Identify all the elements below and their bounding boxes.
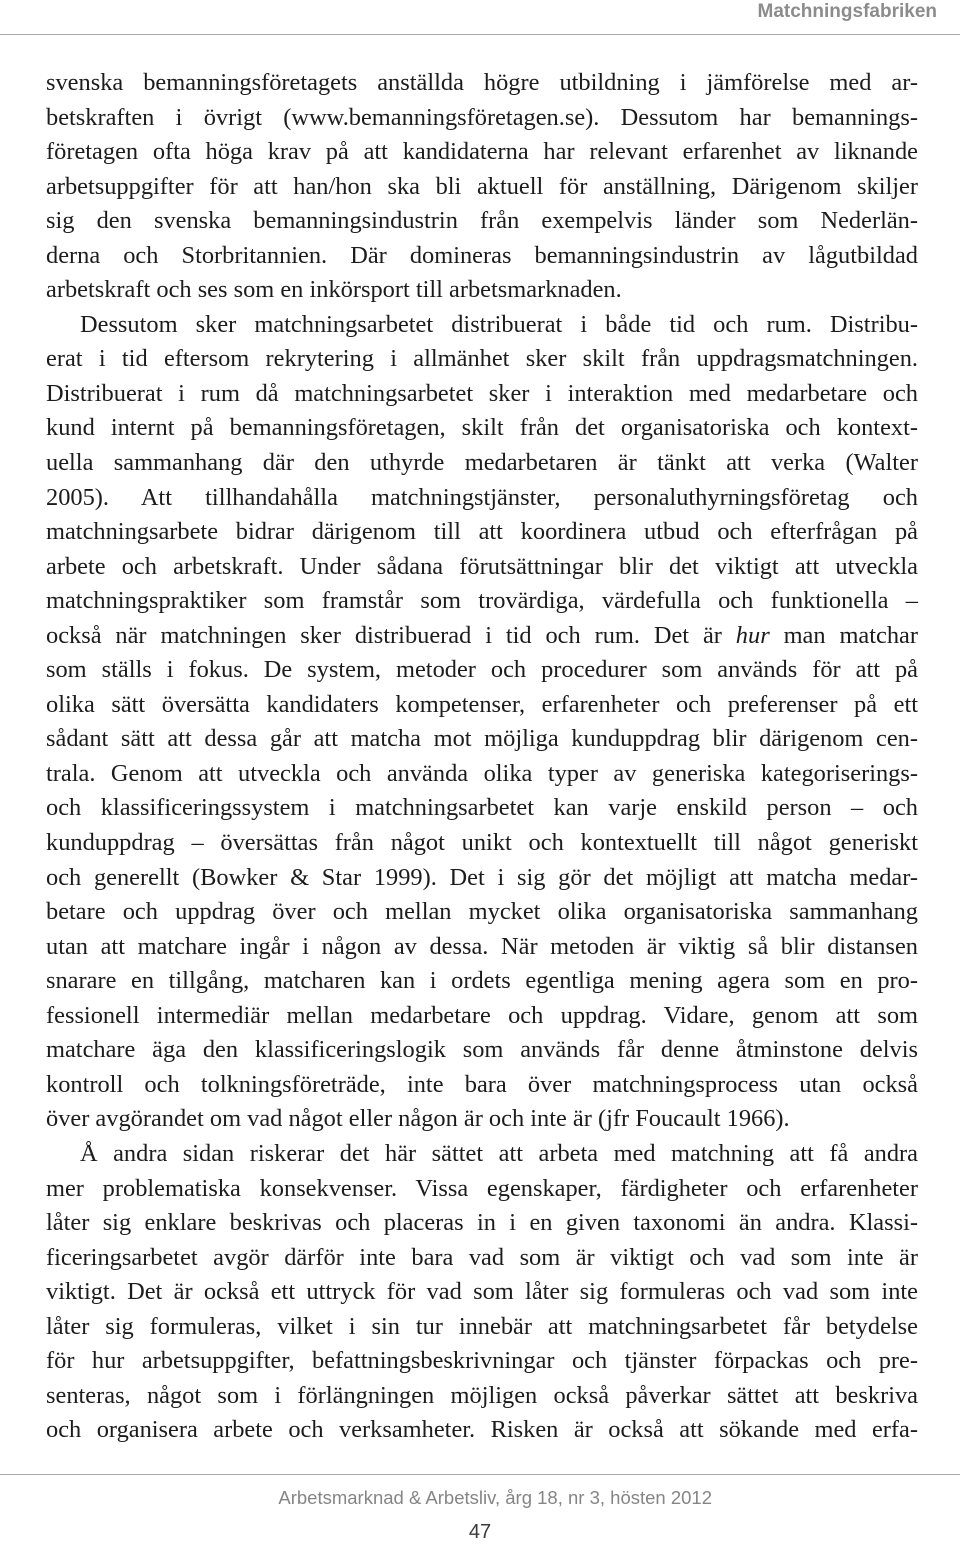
text-line: uella sammanhang där den uthyrde medarbetaren är tänkt att verka (Walter xyxy=(46,449,918,477)
text-line: och generellt (Bowker & Star 1999). Det i sig gör det möjligt att matcha medar- xyxy=(46,863,918,891)
text-line: snarare en tillgång, matcharen kan i ordets egentliga mening agera som en pro- xyxy=(46,967,918,995)
text-line: arbetsuppgifter för att han/hon ska bli aktuell för anställning, Därigenom skiljer xyxy=(46,172,918,200)
text-line: olika sätt översätta kandidaters kompetenser, erfarenheter och preferenser på ett xyxy=(46,690,918,718)
text-line: låter sig enklare beskrivas och placeras in i en given taxonomi än andra. Klassi- xyxy=(46,1209,918,1237)
text-line: trala. Genom att utveckla och använda olika typer av generiska kategoriserings- xyxy=(46,759,918,787)
text-line: låter sig formuleras, vilket i sin tur innebär att matchningsarbetet får betydelse xyxy=(46,1312,918,1340)
text-line: matchningspraktiker som framstår som trovärdiga, värdefulla och funktionella – xyxy=(46,587,918,615)
text-line: matchningsarbete bidrar därigenom till att koordinera utbud och efterfrågan på xyxy=(46,518,918,546)
text-line: företagen ofta höga krav på att kandidaterna har relevant erfarenhet av liknande xyxy=(46,138,918,166)
text-line: kunduppdrag – översättas från något unikt och kontextuellt till något generiskt xyxy=(46,829,918,857)
text-line: kontroll och tolkningsföreträde, inte bara över matchningsprocess utan också xyxy=(46,1070,918,1098)
body-text xyxy=(46,66,918,1448)
text-line: fessionell intermediär mellan medarbetare och uppdrag. Vidare, genom att som xyxy=(46,1001,918,1029)
text-segment: man matchar xyxy=(783,621,918,649)
text-line: Distribuerat i rum då matchningsarbetet sker i interaktion med medarbetare och xyxy=(46,379,918,407)
text-line: matchare äga den klassificeringslogik som används får denne åtminstone delvis xyxy=(46,1036,918,1064)
journal-citation: Arbetsmarknad & Arbetsliv, årg 18, nr 3, hösten 2012 xyxy=(278,1487,712,1508)
text-line: betare och uppdrag över och mellan mycket olika organisatoriska sammanhang xyxy=(46,898,918,926)
running-head-title: Matchningsfabriken xyxy=(757,1,937,22)
text-line: som ställs i fokus. De system, metoder och procedurer som används för att på xyxy=(46,656,918,684)
text-line: svenska bemanningsföretagets anställda högre utbildning i jämförelse med ar- xyxy=(46,69,918,96)
text-segment: också när matchningen sker distribuerad i tid och rum. Det är xyxy=(46,621,722,649)
footer-divider xyxy=(0,1474,960,1475)
text-line: och organisera arbete och verksamheter. Risken är också att sökande med erfa- xyxy=(46,1416,918,1444)
text-line: betskraften i övrigt (www.bemanningsföretagen.se). Dessutom har bemannings- xyxy=(46,103,918,131)
text-line: ficeringsarbetet avgör därför inte bara vad som är viktigt och vad som inte är xyxy=(46,1243,918,1271)
text-line: och klassificeringssystem i matchningsarbetet kan varje enskild person – och xyxy=(46,794,918,822)
text-line: för hur arbetsuppgifter, befattningsbeskrivningar och tjänster förpackas och pre- xyxy=(46,1347,918,1375)
text-line: arbete och arbetskraft. Under sådana förutsättningar blir det viktigt att utveckla xyxy=(46,552,918,580)
emphasis-word: hur xyxy=(735,621,770,649)
text-line: senteras, något som i förlängningen möjligen också påverkar sättet att beskriva xyxy=(46,1381,918,1409)
text-line: sådant sätt att dessa går att matcha mot möjliga kunduppdrag blir därigenom cen- xyxy=(46,725,918,753)
text-line: utan att matchare ingår i någon av dessa. När metoden är viktig så blir distansen xyxy=(46,932,918,960)
text-line: mer problematiska konsekvenser. Vissa egenskaper, färdigheter och erfarenheter xyxy=(46,1174,918,1202)
text-line: Dessutom sker matchningsarbetet distribuerat i både tid och rum. Distribu- xyxy=(80,310,918,338)
running-head xyxy=(0,0,960,35)
page-number: 47 xyxy=(468,1521,492,1543)
text-line: sig den svenska bemanningsindustrin från exempelvis länder som Nederlän- xyxy=(46,207,918,235)
text-line: över avgörandet om vad något eller någon är och inte är (jfr Foucault 1966). xyxy=(46,1105,790,1133)
text-line-with-emphasis xyxy=(46,619,918,654)
text-line: Å andra sidan riskerar det här sättet att arbeta med matchning att få andra xyxy=(80,1139,918,1167)
text-line: viktigt. Det är också ett uttryck för vad som låter sig formuleras och vad som inte xyxy=(46,1278,918,1306)
text-line: derna och Storbritannien. Där domineras bemanningsindustrin av lågutbildad xyxy=(46,241,918,269)
text-line: 2005). Att tillhandahålla matchningstjänster, personaluthyrningsföretag och xyxy=(46,483,918,511)
text-line: kund internt på bemanningsföretagen, skilt från det organisatoriska och kontext- xyxy=(46,414,918,442)
text-line: erat i tid eftersom rekrytering i allmänhet sker skilt från uppdragsmatchningen. xyxy=(46,345,918,373)
text-line: arbetskraft och ses som en inkörsport till arbetsmarknaden. xyxy=(46,276,622,304)
